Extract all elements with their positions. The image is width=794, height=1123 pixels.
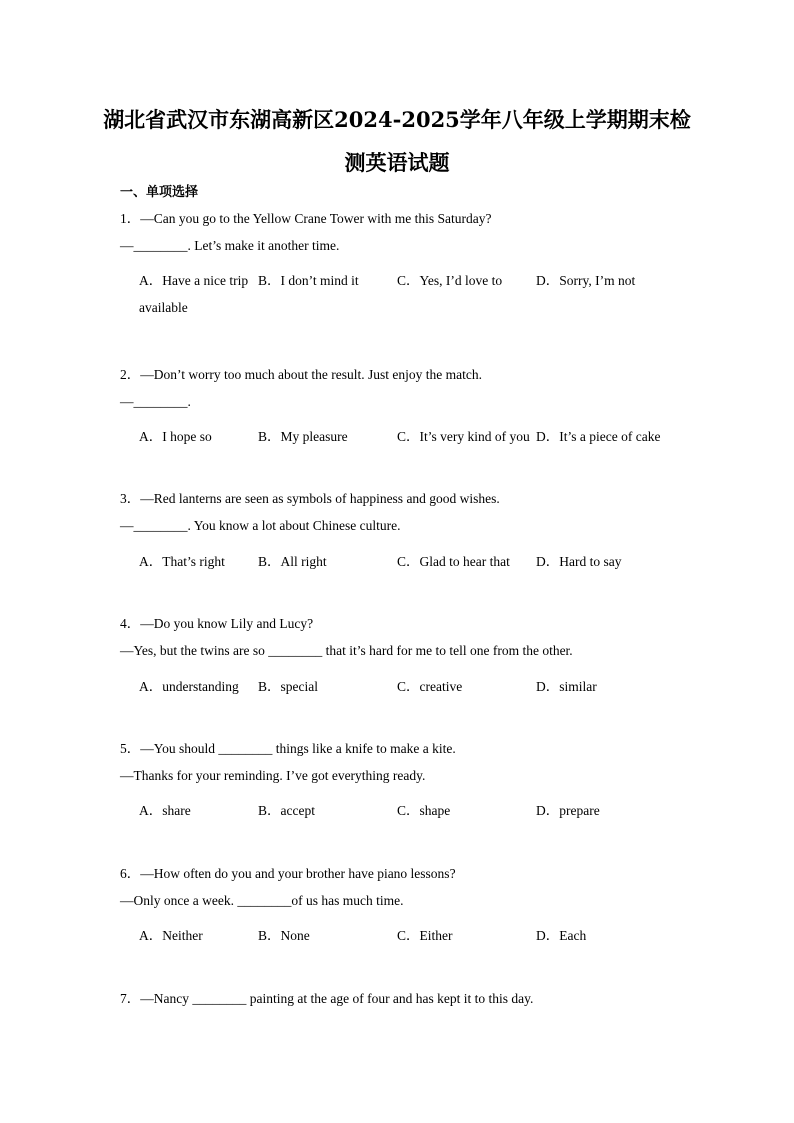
question-6-option-d: D．Each xyxy=(536,928,587,943)
question-3-option-a: A．That’s right xyxy=(139,554,225,569)
question-3-reply: —________. You know a lot about Chinese culture. xyxy=(120,518,401,533)
question-4-option-a: A．understanding xyxy=(139,679,239,694)
question-5-option-d: D．prepare xyxy=(536,803,600,818)
question-4-option-d: D．similar xyxy=(536,679,597,694)
section-heading: 一、单项选择 xyxy=(120,185,199,200)
question-4-option-b: B．special xyxy=(258,679,318,694)
question-2-stem: 2．—Don’t worry too much about the result. Just enjoy the match. xyxy=(120,367,482,382)
question-1-option-c: C．Yes, I’d love to xyxy=(397,273,503,288)
question-2-option-b: B．My pleasure xyxy=(258,429,348,444)
question-1-option-a: A．Have a nice trip xyxy=(139,273,249,288)
question-2-reply: —________. xyxy=(120,394,191,409)
question-2-option-a: A．I hope so xyxy=(139,429,212,444)
question-6-reply: —Only once a week. ________of us has much time. xyxy=(120,893,404,908)
question-2-option-d: D．It’s a piece of cake xyxy=(536,429,661,444)
question-6-option-a: A．Neither xyxy=(139,928,203,943)
question-5-option-c: C．shape xyxy=(397,803,451,818)
question-4-stem: 4．—Do you know Lily and Lucy? xyxy=(120,616,314,631)
question-6-option-b: B．None xyxy=(258,928,310,943)
question-6-stem: 6．—How often do you and your brother have piano lessons? xyxy=(120,866,456,881)
question-2-option-c: C．It’s very kind of you xyxy=(397,429,530,444)
question-3-option-b: B．All right xyxy=(258,554,327,569)
document-title-line-2: 测英语试题 xyxy=(344,150,450,175)
question-3-option-c: C．Glad to hear that xyxy=(397,554,510,569)
question-1-reply: —________. Let’s make it another time. xyxy=(120,238,340,253)
question-5-stem: 5．—You should ________ things like a knife to make a kite. xyxy=(120,741,456,756)
question-5-option-b: B．accept xyxy=(258,803,315,818)
question-4-reply: —Yes, but the twins are so ________ that it’s hard for me to tell one from the other. xyxy=(120,643,573,658)
question-5-option-a: A．share xyxy=(139,803,191,818)
question-5-reply: —Thanks for your reminding. I’ve got everything ready. xyxy=(120,768,426,783)
question-4-option-c: C．creative xyxy=(397,679,463,694)
question-1-option-d: D．Sorry, I’m not xyxy=(536,273,636,288)
document-title-line-1: 湖北省武汉市东湖高新区2024-2025学年八年级上学期期末检 xyxy=(103,107,691,132)
question-1-option-b: B．I don’t mind it xyxy=(258,273,359,288)
question-6-option-c: C．Either xyxy=(397,928,453,943)
question-1-stem: 1．—Can you go to the Yellow Crane Tower with me this Saturday? xyxy=(120,211,492,226)
question-3-option-d: D．Hard to say xyxy=(536,554,622,569)
question-1-option-wrap: available xyxy=(139,300,188,315)
question-7-stem: 7．—Nancy ________ painting at the age of four and has kept it to this day. xyxy=(120,991,534,1006)
question-3-stem: 3．—Red lanterns are seen as symbols of happiness and good wishes. xyxy=(120,491,500,506)
